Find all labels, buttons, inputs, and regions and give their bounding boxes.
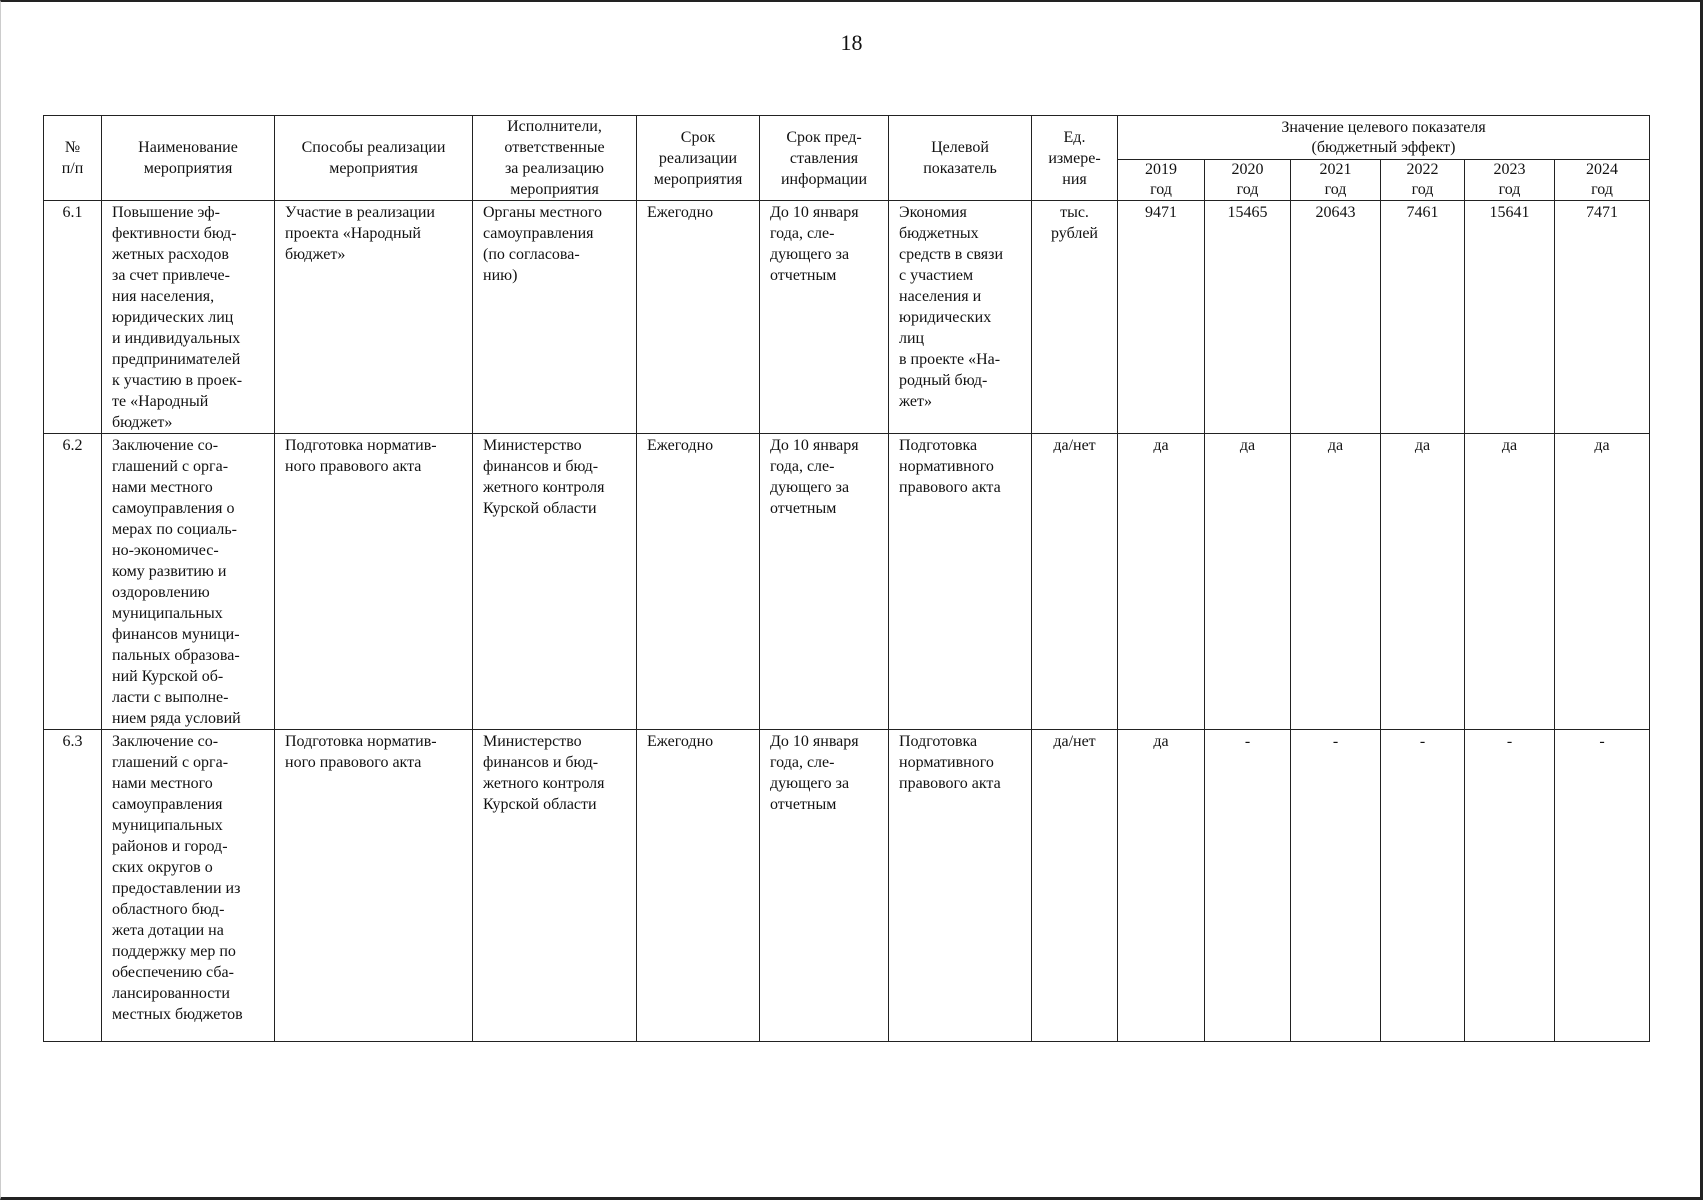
year-value: 20643 [1291,201,1381,434]
year-value: - [1205,730,1291,1042]
year-value: да [1118,434,1205,730]
measure-report-term: До 10 января года, сле- дующего за отчетным [760,201,889,434]
measure-unit: тыс. рублей [1032,201,1118,434]
header-indicator: Целевой показатель [889,116,1032,201]
year-value: да [1205,434,1291,730]
measure-executors: Министерство финансов и бюд- жетного контроля Курской области [473,730,637,1042]
header-methods: Способы реализации мероприятия [275,116,473,201]
header-term: Срок реализации мероприятия [637,116,760,201]
header-row-1 [44,116,1650,160]
page-number: 18 [840,30,863,55]
table-row [44,434,1650,730]
table-row [44,730,1650,1042]
measure-methods: Подготовка норматив- ного правового акта [275,434,473,730]
header-values-group: Значение целевого показателя (бюджетный эффект) [1118,116,1650,160]
table-row [44,201,1650,434]
header-unit: Ед. измере- ния [1032,116,1118,201]
header-year: 2019 год [1118,160,1205,201]
measure-term: Ежегодно [637,434,760,730]
year-value: да [1555,434,1650,730]
measure-unit: да/нет [1032,434,1118,730]
year-value: 7461 [1381,201,1465,434]
year-value: - [1465,730,1555,1042]
measure-unit: да/нет [1032,730,1118,1042]
year-value: да [1118,730,1205,1042]
measure-executors: Министерство финансов и бюд- жетного контроля Курской области [473,434,637,730]
header-year: 2022 год [1381,160,1465,201]
measure-indicator: Подготовка нормативного правового акта [889,730,1032,1042]
year-value: да [1465,434,1555,730]
measure-report-term: До 10 января года, сле- дующего за отчетным [760,730,889,1042]
year-value: 15641 [1465,201,1555,434]
row-number: 6.3 [44,730,102,1042]
header-report-term: Срок пред- ставления информации [760,116,889,201]
measure-name: Повышение эф- фективности бюд- жетных расходов за счет привлече- ния населения, юридических лиц и индивидуальных предпринимателей к участию в проек- те «Народный бюджет» [102,201,275,434]
row-number: 6.1 [44,201,102,434]
header-num: № п/п [44,116,102,201]
year-value: - [1381,730,1465,1042]
row-number: 6.2 [44,434,102,730]
measure-report-term: До 10 января года, сле- дующего за отчетным [760,434,889,730]
year-value: - [1555,730,1650,1042]
header-year: 2024 год [1555,160,1650,201]
year-value: 9471 [1118,201,1205,434]
header-year: 2020 год [1205,160,1291,201]
measure-name: Заключение со- глашений с орга- нами местного самоуправления о мерах по социаль- но-экономичес- кому развитию и оздоровлению муниципальных финансов муници- пальных образова- ний Курской об- ласти с выполне- нием ряда условий [102,434,275,730]
header-year: 2021 год [1291,160,1381,201]
year-value: да [1381,434,1465,730]
header-year: 2023 год [1465,160,1555,201]
measure-methods: Участие в реализации проекта «Народный бюджет» [275,201,473,434]
measure-term: Ежегодно [637,201,760,434]
measure-executors: Органы местного самоуправления (по согласова- нию) [473,201,637,434]
header-executors: Исполнители, ответственные за реализацию мероприятия [473,116,637,201]
header-name: Наименование мероприятия [102,116,275,201]
measure-indicator: Экономия бюджетных средств в связи с участием населения и юридических лиц в проекте «На- родный бюд- жет» [889,201,1032,434]
measure-term: Ежегодно [637,730,760,1042]
measure-methods: Подготовка норматив- ного правового акта [275,730,473,1042]
year-value: 7471 [1555,201,1650,434]
measure-indicator: Подготовка нормативного правового акта [889,434,1032,730]
year-value: да [1291,434,1381,730]
year-value: - [1291,730,1381,1042]
measure-name: Заключение со- глашений с орга- нами местного самоуправления муниципальных районов и город- ских округов о предоставлении из областного бюд- жета дотации на поддержку мер по обеспечению сба- лансированности местных бюджетов [102,730,275,1042]
measures-table [43,115,1650,1042]
year-value: 15465 [1205,201,1291,434]
